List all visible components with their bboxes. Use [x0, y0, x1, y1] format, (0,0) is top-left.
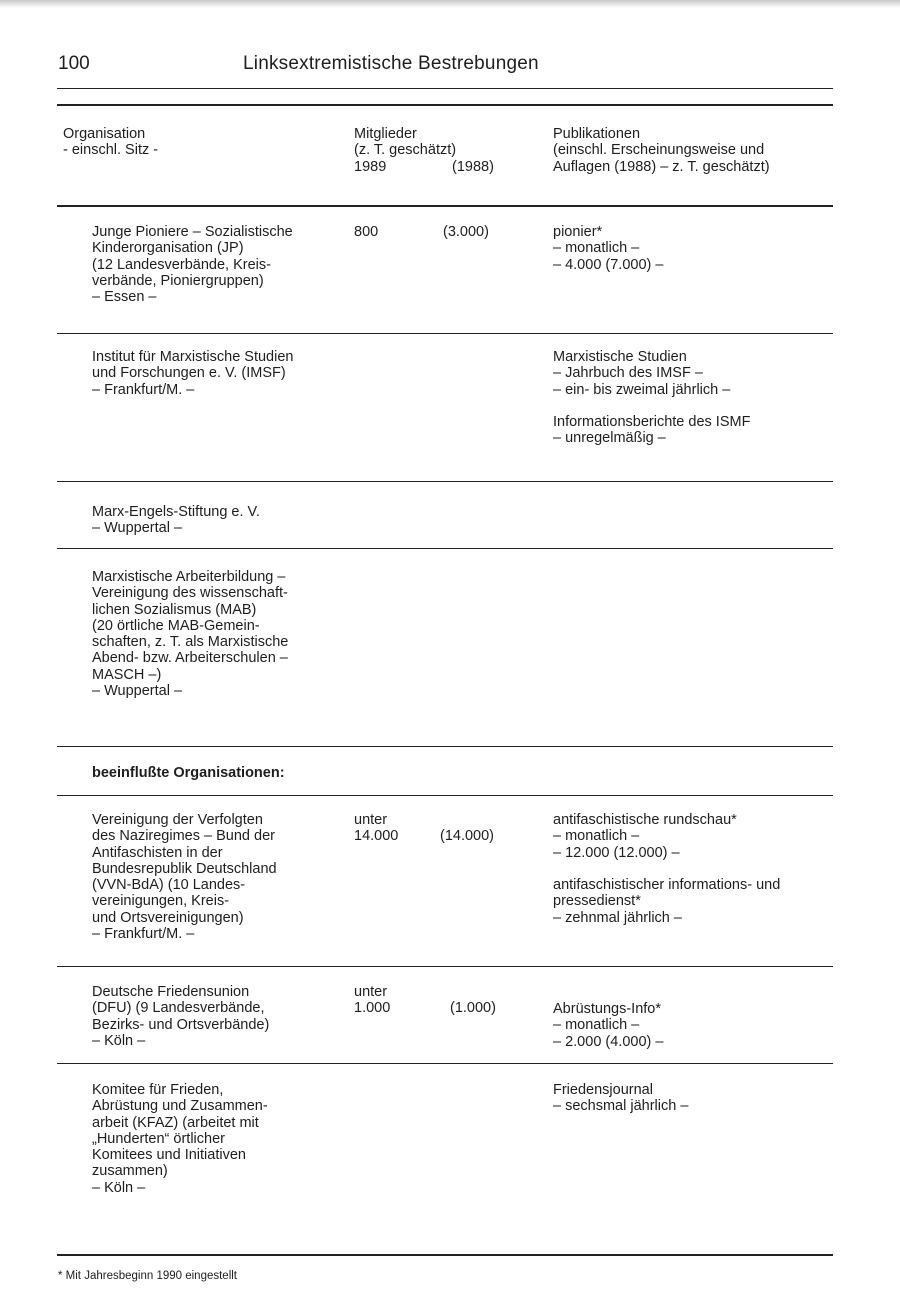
header-organisation: Organisation - einschl. Sitz -	[63, 126, 159, 159]
row-members-1988: (1.000)	[450, 1000, 496, 1016]
row-publications: antifaschistische rundschau* – monatlich – – 12.000 (12.000) – antifaschistischer informations- und pressedienst* – zehnmal jährlich –	[553, 812, 781, 926]
running-title: Linksextremistische Bestrebungen	[243, 53, 539, 74]
row-rule	[57, 333, 833, 334]
row-organisation: Deutsche Friedensunion (DFU) (9 Landesverbände, Bezirks- und Ortsverbände) – Köln –	[92, 984, 270, 1049]
section-heading: beeinflußte Organisationen:	[92, 765, 285, 781]
row-members-1989: unter 14.000	[354, 812, 399, 845]
row-rule	[57, 1063, 833, 1064]
row-organisation: Vereinigung der Verfolgten des Naziregimes – Bund der Antifaschisten in der Bundesrepublik Deutschland (VVN-BdA) (10 Landes- vereinigungen, Kreis- und Ortsvereinigungen) – Frankfurt/M. –	[92, 812, 277, 943]
header-rule	[57, 205, 833, 207]
scan-edge	[0, 0, 900, 8]
row-rule	[57, 548, 833, 549]
header-year-1988: (1988)	[452, 159, 494, 175]
table-bottom-rule	[57, 1254, 833, 1256]
table-top-rule	[57, 104, 833, 106]
row-organisation: Junge Pioniere – Sozialistische Kinderorganisation (JP) (12 Landesverbände, Kreis- verbände, Pioniergruppen) – Essen –	[92, 224, 293, 306]
row-organisation: Komitee für Frieden, Abrüstung und Zusammen- arbeit (KFAZ) (arbeitet mit „Hunderten“ örtlicher Komitees und Initiativen zusammen) – Köln –	[92, 1082, 268, 1196]
row-members-1988: (14.000)	[440, 828, 495, 844]
row-rule	[57, 966, 833, 967]
top-rule	[57, 88, 833, 89]
row-members-1988: (3.000)	[443, 224, 489, 240]
header-mitglieder: Mitglieder (z. T. geschätzt)	[354, 126, 457, 159]
row-publications: Friedensjournal – sechsmal jährlich –	[553, 1082, 689, 1115]
header-publikationen: Publikationen (einschl. Erscheinungsweise und Auflagen (1988) – z. T. geschätzt)	[553, 126, 770, 175]
row-members-1989: unter 1.000	[354, 984, 391, 1017]
row-rule	[57, 481, 833, 482]
row-rule	[57, 746, 833, 747]
row-organisation: Marxistische Arbeiterbildung – Vereinigung des wissenschaft- lichen Sozialismus (MAB) (20 örtliche MAB-Gemein- schaften, z. T. als Marxistische Abend- bzw. Arbeiterschulen – MASCH –) – Wuppertal –	[92, 569, 289, 700]
header-year-1989: 1989	[354, 159, 387, 175]
page-number: 100	[58, 53, 90, 74]
row-publications: Abrüstungs-Info* – monatlich – – 2.000 (4.000) –	[553, 1001, 664, 1050]
row-organisation: Institut für Marxistische Studien und Forschungen e. V. (IMSF) – Frankfurt/M. –	[92, 349, 294, 398]
row-organisation: Marx-Engels-Stiftung e. V. – Wuppertal –	[92, 504, 260, 537]
row-publications: pionier* – monatlich – – 4.000 (7.000) –	[553, 224, 664, 273]
row-publications: Marxistische Studien – Jahrbuch des IMSF – – ein- bis zweimal jährlich – Informationsberichte des ISMF – unregelmäßig –	[553, 349, 751, 447]
section-rule	[57, 795, 833, 796]
footnote: * Mit Jahresbeginn 1990 eingestellt	[58, 1270, 238, 1282]
row-members-1989: 800	[354, 224, 379, 240]
